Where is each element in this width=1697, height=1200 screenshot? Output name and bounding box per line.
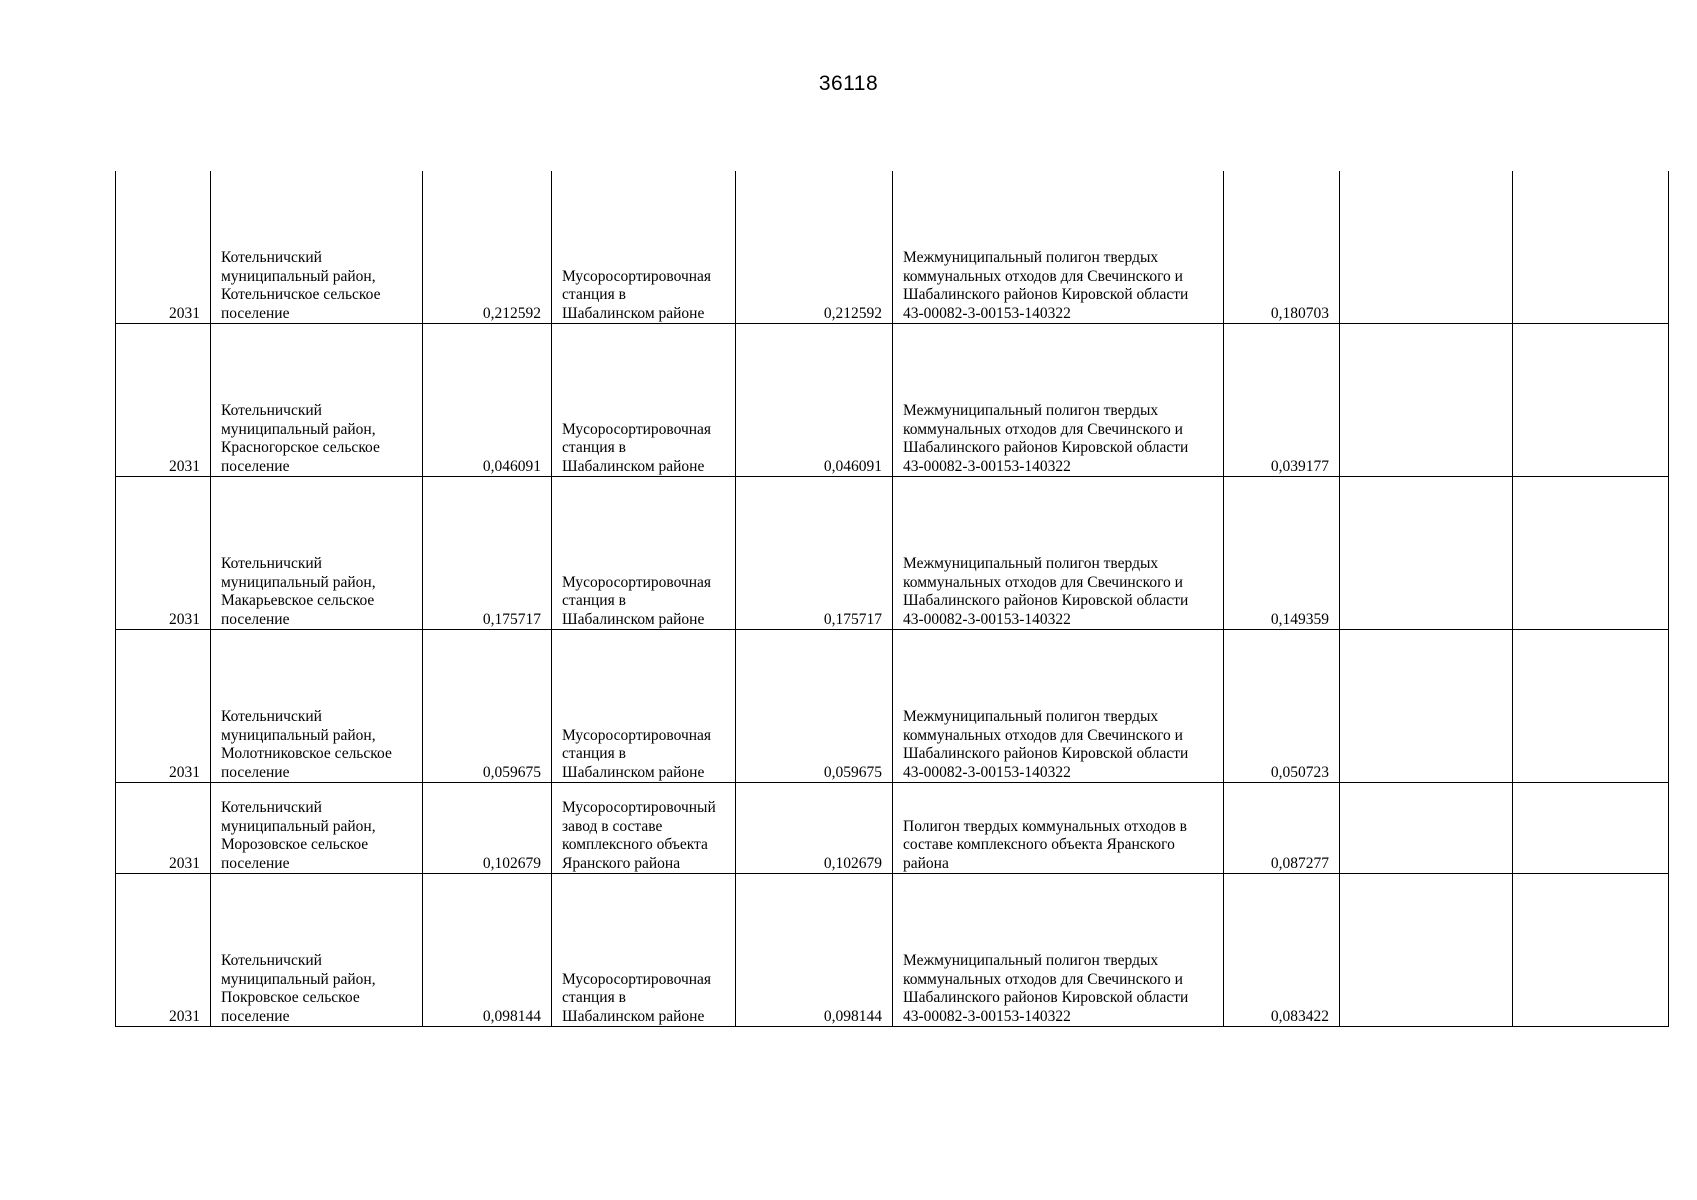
table-row	[116, 324, 1669, 477]
processing-facility-cell: Мусоросортировочная станция в Шабалинском районе	[552, 477, 736, 630]
empty-cell	[1513, 171, 1669, 324]
waste-flow-table	[115, 171, 1669, 1027]
empty-cell	[1340, 171, 1513, 324]
mass-formed-cell: 0,059675	[423, 630, 552, 783]
mass-formed-cell: 0,046091	[423, 324, 552, 477]
mass-formed-cell: 0,098144	[423, 874, 552, 1027]
mass-disposed-cell: 0,149359	[1224, 477, 1340, 630]
table-row	[116, 783, 1669, 874]
territory-cell: Котельничский муниципальный район, Макарьевское сельское поселение	[211, 477, 423, 630]
mass-disposed-cell: 0,083422	[1224, 874, 1340, 1027]
landfill-cell: Межмуниципальный полигон твердых коммунальных отходов для Свечинского и Шабалинского районов Кировской области 43-00082-3-00153-140322	[893, 630, 1224, 783]
landfill-cell: Межмуниципальный полигон твердых коммунальных отходов для Свечинского и Шабалинского районов Кировской области 43-00082-3-00153-140322	[893, 874, 1224, 1027]
landfill-cell: Межмуниципальный полигон твердых коммунальных отходов для Свечинского и Шабалинского районов Кировской области 43-00082-3-00153-140322	[893, 477, 1224, 630]
processing-facility-cell: Мусоросортировочная станция в Шабалинском районе	[552, 630, 736, 783]
landfill-cell: Межмуниципальный полигон твердых коммунальных отходов для Свечинского и Шабалинского районов Кировской области 43-00082-3-00153-140322	[893, 324, 1224, 477]
mass-formed-cell: 0,102679	[423, 783, 552, 874]
territory-cell: Котельничский муниципальный район, Молотниковское сельское поселение	[211, 630, 423, 783]
empty-cell	[1513, 874, 1669, 1027]
empty-cell	[1340, 324, 1513, 477]
landfill-cell: Межмуниципальный полигон твердых коммунальных отходов для Свечинского и Шабалинского районов Кировской области 43-00082-3-00153-140322	[893, 171, 1224, 324]
mass-processed-cell: 0,098144	[736, 874, 893, 1027]
territory-cell: Котельничский муниципальный район, Покровское сельское поселение	[211, 874, 423, 1027]
year-cell: 2031	[116, 630, 211, 783]
table-row	[116, 630, 1669, 783]
mass-disposed-cell: 0,050723	[1224, 630, 1340, 783]
table-row	[116, 171, 1669, 324]
empty-cell	[1513, 324, 1669, 477]
mass-disposed-cell: 0,087277	[1224, 783, 1340, 874]
empty-cell	[1340, 477, 1513, 630]
territory-cell: Котельничский муниципальный район, Морозовское сельское поселение	[211, 783, 423, 874]
mass-processed-cell: 0,175717	[736, 477, 893, 630]
mass-processed-cell: 0,212592	[736, 171, 893, 324]
mass-processed-cell: 0,059675	[736, 630, 893, 783]
table-row	[116, 477, 1669, 630]
empty-cell	[1513, 630, 1669, 783]
empty-cell	[1340, 783, 1513, 874]
table-row	[116, 874, 1669, 1027]
year-cell: 2031	[116, 874, 211, 1027]
page-number: 36118	[818, 72, 879, 95]
territory-cell: Котельничский муниципальный район, Красногорское сельское поселение	[211, 324, 423, 477]
year-cell: 2031	[116, 477, 211, 630]
mass-formed-cell: 0,175717	[423, 477, 552, 630]
mass-formed-cell: 0,212592	[423, 171, 552, 324]
year-cell: 2031	[116, 324, 211, 477]
processing-facility-cell: Мусоросортировочная станция в Шабалинском районе	[552, 171, 736, 324]
processing-facility-cell: Мусоросортировочный завод в составе комплексного объекта Яранского района	[552, 783, 736, 874]
territory-cell: Котельничский муниципальный район, Котельничское сельское поселение	[211, 171, 423, 324]
processing-facility-cell: Мусоросортировочная станция в Шабалинском районе	[552, 874, 736, 1027]
empty-cell	[1513, 477, 1669, 630]
mass-processed-cell: 0,046091	[736, 324, 893, 477]
mass-disposed-cell: 0,180703	[1224, 171, 1340, 324]
empty-cell	[1513, 783, 1669, 874]
year-cell: 2031	[116, 783, 211, 874]
empty-cell	[1340, 874, 1513, 1027]
mass-disposed-cell: 0,039177	[1224, 324, 1340, 477]
mass-processed-cell: 0,102679	[736, 783, 893, 874]
processing-facility-cell: Мусоросортировочная станция в Шабалинском районе	[552, 324, 736, 477]
empty-cell	[1340, 630, 1513, 783]
year-cell: 2031	[116, 171, 211, 324]
landfill-cell: Полигон твердых коммунальных отходов в составе комплексного объекта Яранского района	[893, 783, 1224, 874]
